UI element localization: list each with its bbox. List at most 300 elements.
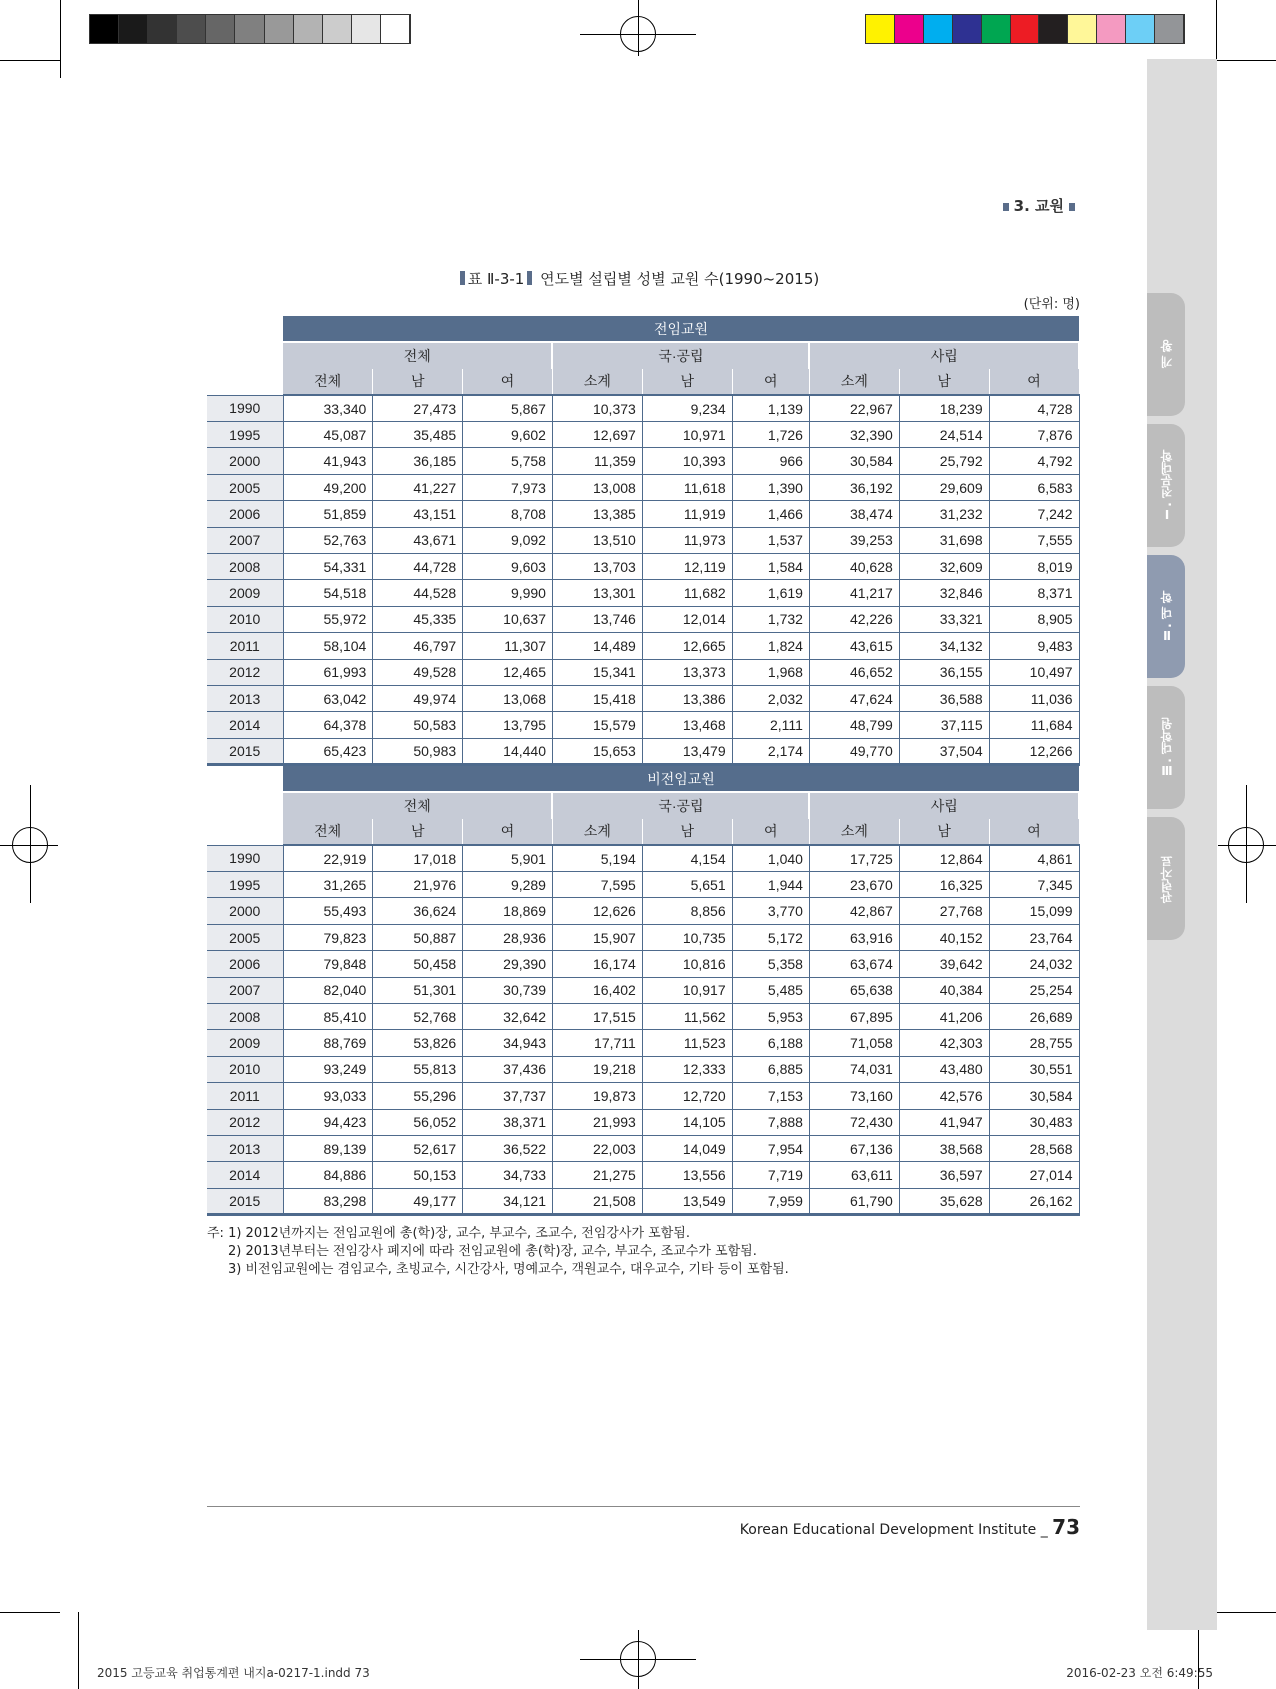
value-cell: 25,254 [989, 977, 1079, 1003]
group-header: 전체 [283, 342, 552, 368]
value-cell: 13,385 [552, 501, 642, 527]
value-cell: 63,042 [283, 685, 373, 711]
value-cell: 84,886 [283, 1162, 373, 1188]
value-cell: 12,626 [552, 898, 642, 924]
group-header: 국·공립 [552, 792, 809, 818]
value-cell: 74,031 [809, 1056, 899, 1082]
value-cell: 2,032 [732, 685, 809, 711]
value-cell: 30,584 [809, 448, 899, 474]
section-title: 전임교원 [283, 316, 1079, 342]
value-cell: 36,192 [809, 474, 899, 500]
value-cell: 30,483 [989, 1109, 1079, 1135]
bar-icon [527, 271, 532, 285]
registration-mark [638, 0, 639, 56]
table-row [207, 898, 1079, 924]
value-cell: 1,732 [732, 606, 809, 632]
value-cell: 36,522 [463, 1135, 553, 1161]
value-cell: 45,335 [373, 606, 463, 632]
table-row [207, 872, 1079, 898]
value-cell: 51,301 [373, 977, 463, 1003]
table-row [207, 712, 1079, 738]
value-cell: 14,105 [642, 1109, 732, 1135]
value-cell: 44,528 [373, 580, 463, 606]
value-cell: 49,200 [283, 474, 373, 500]
table-row [207, 977, 1079, 1003]
value-cell: 7,345 [989, 872, 1079, 898]
column-header: 여 [989, 819, 1079, 845]
value-cell: 13,795 [463, 712, 553, 738]
side-tab[interactable] [1147, 686, 1185, 809]
year-cell: 2013 [207, 1135, 283, 1161]
color-swatch [982, 15, 1011, 43]
value-cell: 27,014 [989, 1162, 1079, 1188]
value-cell: 39,253 [809, 527, 899, 553]
value-cell: 32,846 [899, 580, 989, 606]
value-cell: 9,289 [463, 872, 553, 898]
value-cell: 5,867 [463, 395, 553, 421]
year-cell: 2015 [207, 738, 283, 764]
table-notes [207, 1225, 789, 1279]
color-swatch [1126, 15, 1155, 43]
value-cell: 10,393 [642, 448, 732, 474]
value-cell: 64,378 [283, 712, 373, 738]
value-cell: 13,008 [552, 474, 642, 500]
color-swatch [177, 15, 206, 43]
registration-mark [30, 785, 31, 903]
value-cell: 49,770 [809, 738, 899, 764]
section-label: 3. 교원 [1013, 197, 1064, 215]
value-cell: 36,624 [373, 898, 463, 924]
section-title: 비전임교원 [283, 766, 1079, 792]
value-cell: 53,826 [373, 1030, 463, 1056]
value-cell: 12,465 [463, 659, 553, 685]
value-cell: 49,177 [373, 1188, 463, 1214]
value-cell: 37,504 [899, 738, 989, 764]
value-cell: 67,895 [809, 1004, 899, 1030]
value-cell: 38,474 [809, 501, 899, 527]
table-row [207, 527, 1079, 553]
value-cell: 26,162 [989, 1188, 1079, 1214]
value-cell: 1,619 [732, 580, 809, 606]
value-cell: 27,768 [899, 898, 989, 924]
subheader-row [207, 819, 1079, 845]
value-cell: 42,576 [899, 1083, 989, 1109]
value-cell: 33,340 [283, 395, 373, 421]
table-row [207, 685, 1079, 711]
value-cell: 28,568 [989, 1135, 1079, 1161]
value-cell: 10,637 [463, 606, 553, 632]
value-cell: 7,595 [552, 872, 642, 898]
value-cell: 65,638 [809, 977, 899, 1003]
value-cell: 29,390 [463, 951, 553, 977]
column-header: 소계 [552, 819, 642, 845]
value-cell: 31,232 [899, 501, 989, 527]
color-swatch [119, 15, 148, 43]
table-row [207, 554, 1079, 580]
value-cell: 9,483 [989, 633, 1079, 659]
value-cell: 8,371 [989, 580, 1079, 606]
year-cell: 2006 [207, 951, 283, 977]
value-cell: 94,423 [283, 1109, 373, 1135]
table-row [207, 448, 1079, 474]
value-cell: 39,642 [899, 951, 989, 977]
side-tab[interactable] [1147, 424, 1185, 547]
year-cell: 2015 [207, 1188, 283, 1214]
value-cell: 35,628 [899, 1188, 989, 1214]
value-cell: 63,611 [809, 1162, 899, 1188]
value-cell: 16,402 [552, 977, 642, 1003]
value-cell: 23,670 [809, 872, 899, 898]
value-cell: 29,609 [899, 474, 989, 500]
value-cell: 34,132 [899, 633, 989, 659]
value-cell: 24,032 [989, 951, 1079, 977]
value-cell: 7,242 [989, 501, 1079, 527]
value-cell: 13,479 [642, 738, 732, 764]
full-time-faculty-table [207, 316, 1080, 766]
value-cell: 13,301 [552, 580, 642, 606]
section-header-row [207, 766, 1079, 792]
value-cell: 8,856 [642, 898, 732, 924]
blank-cell [207, 316, 283, 342]
year-cell: 2012 [207, 1109, 283, 1135]
value-cell: 10,971 [642, 422, 732, 448]
value-cell: 33,321 [899, 606, 989, 632]
value-cell: 2,111 [732, 712, 809, 738]
value-cell: 85,410 [283, 1004, 373, 1030]
value-cell: 13,703 [552, 554, 642, 580]
value-cell: 17,018 [373, 845, 463, 871]
value-cell: 23,764 [989, 924, 1079, 950]
color-swatch [866, 15, 895, 43]
year-cell: 2010 [207, 1056, 283, 1082]
value-cell: 72,430 [809, 1109, 899, 1135]
table-row [207, 606, 1079, 632]
registration-mark [1218, 845, 1276, 846]
value-cell: 19,873 [552, 1083, 642, 1109]
value-cell: 18,869 [463, 898, 553, 924]
side-tab[interactable] [1147, 555, 1185, 678]
value-cell: 27,473 [373, 395, 463, 421]
value-cell: 36,597 [899, 1162, 989, 1188]
value-cell: 12,266 [989, 738, 1079, 764]
value-cell: 9,602 [463, 422, 553, 448]
year-cell: 2009 [207, 1030, 283, 1056]
crop-mark [0, 60, 60, 61]
value-cell: 12,333 [642, 1056, 732, 1082]
slug-filename: 2015 고등교육 취업통계편 내지a-0217-1.indd 73 [97, 1666, 370, 1680]
color-swatch [148, 15, 177, 43]
value-cell: 7,973 [463, 474, 553, 500]
value-cell: 12,864 [899, 845, 989, 871]
value-cell: 32,390 [809, 422, 899, 448]
value-cell: 13,746 [552, 606, 642, 632]
value-cell: 61,993 [283, 659, 373, 685]
year-cell: 1990 [207, 845, 283, 871]
value-cell: 11,618 [642, 474, 732, 500]
year-cell: 1995 [207, 422, 283, 448]
value-cell: 41,206 [899, 1004, 989, 1030]
gray-color-bar [89, 14, 411, 44]
year-cell: 2009 [207, 580, 283, 606]
value-cell: 12,119 [642, 554, 732, 580]
value-cell: 71,058 [809, 1030, 899, 1056]
value-cell: 50,983 [373, 738, 463, 764]
column-header: 여 [732, 369, 809, 395]
color-swatch [265, 15, 294, 43]
color-swatch [90, 15, 119, 43]
value-cell: 11,562 [642, 1004, 732, 1030]
table-row [207, 474, 1079, 500]
value-cell: 49,528 [373, 659, 463, 685]
group-header-row [207, 792, 1079, 818]
value-cell: 9,990 [463, 580, 553, 606]
value-cell: 8,708 [463, 501, 553, 527]
table-row [207, 395, 1079, 421]
year-cell: 2012 [207, 659, 283, 685]
side-tab-label: 개 황 [1159, 340, 1174, 369]
value-cell: 15,099 [989, 898, 1079, 924]
value-cell: 1,824 [732, 633, 809, 659]
value-cell: 51,859 [283, 501, 373, 527]
column-header: 전체 [283, 369, 373, 395]
value-cell: 36,185 [373, 448, 463, 474]
column-header: 여 [989, 369, 1079, 395]
value-cell: 7,555 [989, 527, 1079, 553]
column-header: 여 [463, 819, 553, 845]
value-cell: 58,104 [283, 633, 373, 659]
color-swatch [924, 15, 953, 43]
value-cell: 42,226 [809, 606, 899, 632]
value-cell: 2,174 [732, 738, 809, 764]
table-row [207, 1083, 1079, 1109]
year-cell: 2000 [207, 448, 283, 474]
value-cell: 4,861 [989, 845, 1079, 871]
crop-mark [0, 1612, 60, 1613]
value-cell: 79,848 [283, 951, 373, 977]
value-cell: 12,014 [642, 606, 732, 632]
year-cell: 2014 [207, 712, 283, 738]
bar-icon [460, 271, 465, 285]
column-header: 남 [899, 819, 989, 845]
value-cell: 46,652 [809, 659, 899, 685]
value-cell: 40,384 [899, 977, 989, 1003]
value-cell: 41,227 [373, 474, 463, 500]
value-cell: 16,325 [899, 872, 989, 898]
value-cell: 18,239 [899, 395, 989, 421]
value-cell: 55,296 [373, 1083, 463, 1109]
value-cell: 30,551 [989, 1056, 1079, 1082]
value-cell: 7,153 [732, 1083, 809, 1109]
side-tab[interactable] [1147, 817, 1185, 940]
registration-mark [1246, 785, 1247, 903]
year-cell: 1995 [207, 872, 283, 898]
value-cell: 52,768 [373, 1004, 463, 1030]
color-swatch [895, 15, 924, 43]
value-cell: 5,651 [642, 872, 732, 898]
value-cell: 1,390 [732, 474, 809, 500]
value-cell: 38,371 [463, 1109, 553, 1135]
table-row [207, 580, 1079, 606]
table-row [207, 1004, 1079, 1030]
color-swatch [235, 15, 264, 43]
column-header: 소계 [809, 369, 899, 395]
value-cell: 43,151 [373, 501, 463, 527]
table-row [207, 1135, 1079, 1161]
table-row [207, 1056, 1079, 1082]
value-cell: 43,671 [373, 527, 463, 553]
value-cell: 31,265 [283, 872, 373, 898]
side-tab-label: Ⅱ. 대 학 [1159, 591, 1174, 642]
value-cell: 10,497 [989, 659, 1079, 685]
blank-cell [207, 819, 283, 845]
value-cell: 4,792 [989, 448, 1079, 474]
color-swatch [1068, 15, 1097, 43]
value-cell: 8,905 [989, 606, 1079, 632]
value-cell: 10,917 [642, 977, 732, 1003]
value-cell: 47,624 [809, 685, 899, 711]
value-cell: 12,665 [642, 633, 732, 659]
value-cell: 55,813 [373, 1056, 463, 1082]
value-cell: 12,720 [642, 1083, 732, 1109]
value-cell: 1,139 [732, 395, 809, 421]
value-cell: 63,674 [809, 951, 899, 977]
table-row [207, 501, 1079, 527]
value-cell: 10,816 [642, 951, 732, 977]
value-cell: 50,153 [373, 1162, 463, 1188]
value-cell: 88,769 [283, 1030, 373, 1056]
value-cell: 6,188 [732, 1030, 809, 1056]
value-cell: 13,510 [552, 527, 642, 553]
value-cell: 966 [732, 448, 809, 474]
value-cell: 1,584 [732, 554, 809, 580]
value-cell: 14,489 [552, 633, 642, 659]
value-cell: 46,797 [373, 633, 463, 659]
value-cell: 7,954 [732, 1135, 809, 1161]
value-cell: 82,040 [283, 977, 373, 1003]
value-cell: 13,068 [463, 685, 553, 711]
column-header: 소계 [552, 369, 642, 395]
non-full-time-faculty-table [207, 766, 1080, 1216]
registration-mark [580, 34, 696, 35]
value-cell: 42,867 [809, 898, 899, 924]
table-row [207, 633, 1079, 659]
subheader-row [207, 369, 1079, 395]
value-cell: 25,792 [899, 448, 989, 474]
value-cell: 35,485 [373, 422, 463, 448]
year-cell: 2011 [207, 1083, 283, 1109]
value-cell: 49,974 [373, 685, 463, 711]
value-cell: 40,152 [899, 924, 989, 950]
table-title [0, 268, 1276, 289]
value-cell: 1,466 [732, 501, 809, 527]
value-cell: 17,725 [809, 845, 899, 871]
value-cell: 41,943 [283, 448, 373, 474]
value-cell: 50,583 [373, 712, 463, 738]
value-cell: 21,275 [552, 1162, 642, 1188]
color-swatch [1155, 15, 1184, 43]
value-cell: 50,887 [373, 924, 463, 950]
value-cell: 28,755 [989, 1030, 1079, 1056]
value-cell: 5,758 [463, 448, 553, 474]
value-cell: 8,019 [989, 554, 1079, 580]
slug-date: 2016-02-23 오전 6:49:55 [1066, 1666, 1213, 1680]
value-cell: 16,174 [552, 951, 642, 977]
note-line: 주: 1) 2012년까지는 전임교원에 총(학)장, 교수, 부교수, 조교수, 전임강사가 포함됨. [207, 1226, 690, 1241]
value-cell: 11,682 [642, 580, 732, 606]
value-cell: 21,993 [552, 1109, 642, 1135]
year-cell: 2011 [207, 633, 283, 659]
value-cell: 52,763 [283, 527, 373, 553]
value-cell: 24,514 [899, 422, 989, 448]
value-cell: 5,172 [732, 924, 809, 950]
value-cell: 30,739 [463, 977, 553, 1003]
side-tab-label: Ⅲ. 대학원 [1159, 718, 1174, 777]
value-cell: 61,790 [809, 1188, 899, 1214]
value-cell: 9,234 [642, 395, 732, 421]
value-cell: 12,697 [552, 422, 642, 448]
registration-mark [0, 845, 58, 846]
blank-cell [207, 766, 283, 792]
value-cell: 7,959 [732, 1188, 809, 1214]
value-cell: 45,087 [283, 422, 373, 448]
column-header: 남 [899, 369, 989, 395]
value-cell: 5,358 [732, 951, 809, 977]
year-cell: 2013 [207, 685, 283, 711]
value-cell: 15,341 [552, 659, 642, 685]
value-cell: 15,907 [552, 924, 642, 950]
value-cell: 36,155 [899, 659, 989, 685]
table-row [207, 1188, 1079, 1214]
value-cell: 13,373 [642, 659, 732, 685]
year-cell: 1990 [207, 395, 283, 421]
crop-mark [78, 1612, 79, 1689]
table-row [207, 951, 1079, 977]
footer-divider [207, 1506, 1080, 1507]
value-cell: 5,901 [463, 845, 553, 871]
table-title-text: 연도별 설립별 성별 교원 수(1990~2015) [540, 270, 820, 288]
value-cell: 54,331 [283, 554, 373, 580]
column-header: 소계 [809, 819, 899, 845]
value-cell: 7,876 [989, 422, 1079, 448]
value-cell: 1,537 [732, 527, 809, 553]
table-row [207, 1109, 1079, 1135]
value-cell: 4,728 [989, 395, 1079, 421]
value-cell: 7,888 [732, 1109, 809, 1135]
value-cell: 13,549 [642, 1188, 732, 1214]
value-cell: 13,556 [642, 1162, 732, 1188]
section-heading [998, 195, 1080, 216]
side-tab[interactable] [1147, 293, 1185, 416]
blank-cell [207, 342, 283, 368]
value-cell: 11,359 [552, 448, 642, 474]
table-row [207, 1162, 1079, 1188]
unit-label: (단위: 명) [1023, 297, 1080, 312]
value-cell: 3,770 [732, 898, 809, 924]
value-cell: 41,947 [899, 1109, 989, 1135]
value-cell: 28,936 [463, 924, 553, 950]
value-cell: 43,480 [899, 1056, 989, 1082]
value-cell: 9,092 [463, 527, 553, 553]
value-cell: 41,217 [809, 580, 899, 606]
value-cell: 55,493 [283, 898, 373, 924]
color-swatch [953, 15, 982, 43]
color-swatch [323, 15, 352, 43]
value-cell: 17,711 [552, 1030, 642, 1056]
column-header: 여 [732, 819, 809, 845]
value-cell: 1,726 [732, 422, 809, 448]
value-cell: 22,003 [552, 1135, 642, 1161]
value-cell: 44,728 [373, 554, 463, 580]
